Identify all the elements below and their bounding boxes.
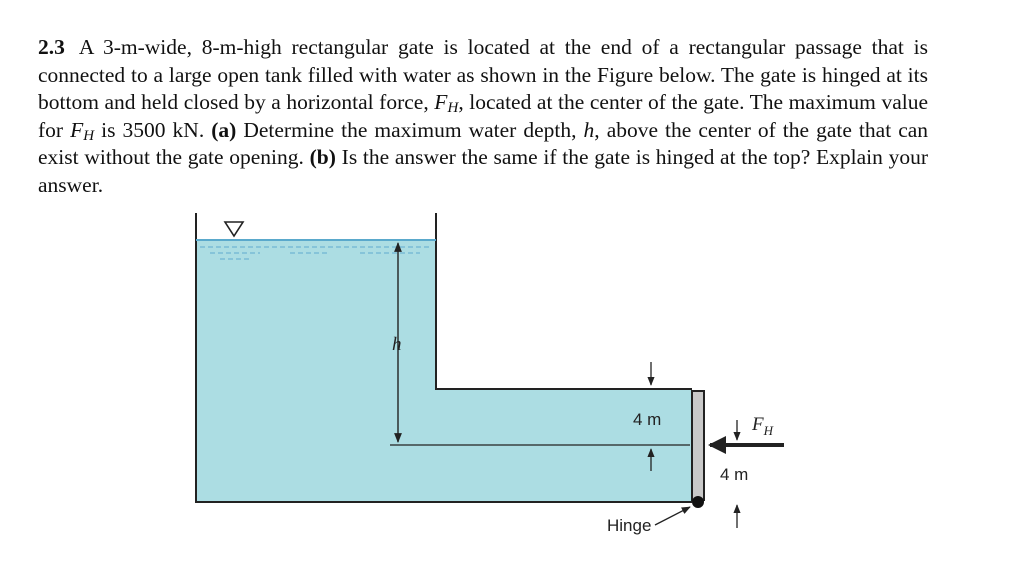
hinge-label: Hinge <box>607 516 652 535</box>
hinge-pin <box>692 496 704 508</box>
gate <box>692 391 704 500</box>
problem-text-4: Determine the maximum water depth, <box>243 117 577 142</box>
force-label-main: F <box>752 414 764 435</box>
problem-text-3: is 3500 kN. <box>101 117 205 142</box>
depth-label: h <box>392 334 402 355</box>
hinge-leader <box>655 507 690 525</box>
free-surface-symbol <box>225 222 243 236</box>
part-a-label: (a) <box>211 117 237 142</box>
part-b-label: (b) <box>309 145 336 170</box>
problem-text-5: , above the center of the gate that can exist without the gate opening. <box>38 117 929 170</box>
lower-dim-label: 4 m <box>720 465 749 484</box>
force-arrowhead <box>708 436 726 454</box>
force-subscript: H <box>447 100 459 117</box>
problem-number: 2.3 <box>38 35 65 59</box>
problem-text-1: A 3-m-wide, 8-m-high rectangular gate is located at the end of a rectangular passage that is connected to a large open tank filled with water as shown in the Figure below. The gate is hinged at its bottom and held closed by a horizontal force, <box>38 35 928 115</box>
problem-text-2: , located at the center of the gate. The maximum value for <box>38 90 928 142</box>
force-label <box>751 414 774 438</box>
force-symbol-2: F <box>70 117 84 142</box>
depth-symbol: h <box>583 117 595 142</box>
force-label-sub: H <box>763 423 773 438</box>
force-subscript-2: H <box>83 127 95 144</box>
water-body <box>196 240 692 502</box>
force-symbol: F <box>434 90 448 115</box>
problem-text-6: Is the answer the same if the gate is hinged at the top? Explain your answer. <box>38 145 929 197</box>
upper-dim-label: 4 m <box>633 410 662 429</box>
